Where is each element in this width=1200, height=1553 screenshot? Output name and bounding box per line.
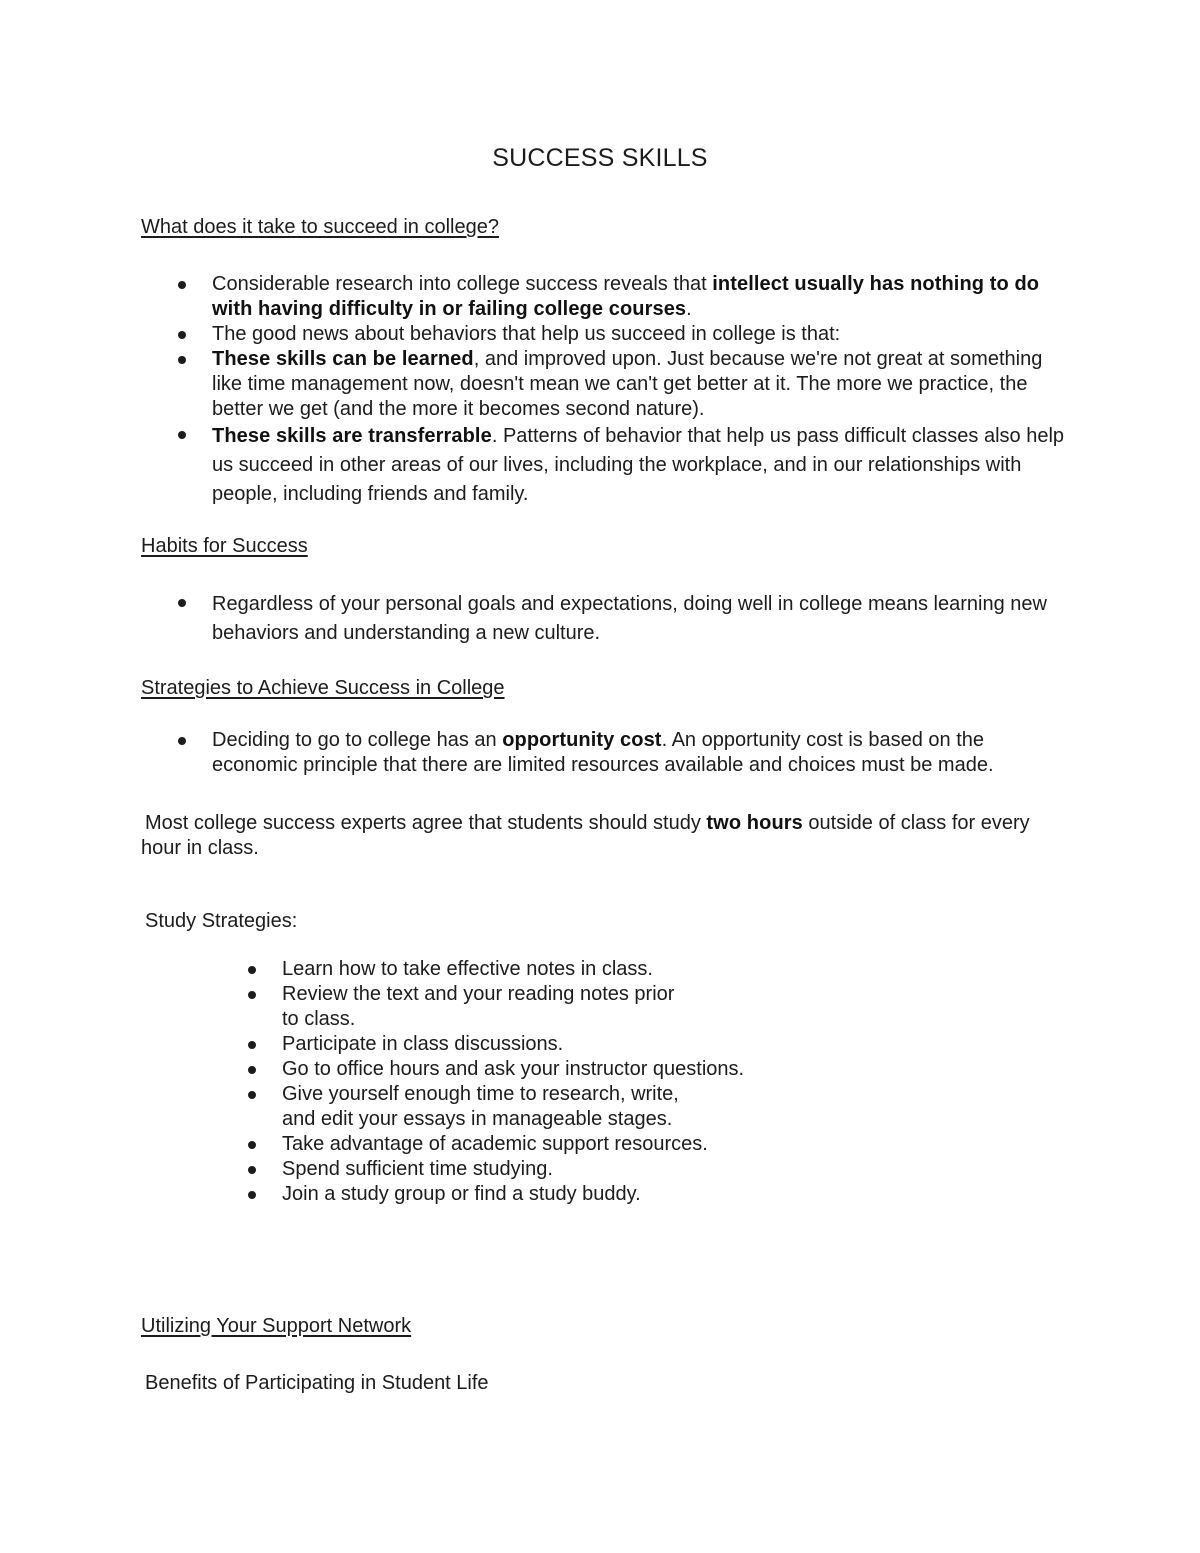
page-title: SUCCESS SKILLS [492, 144, 708, 172]
list-item [212, 422, 1072, 509]
list-item [282, 1132, 982, 1157]
list-item [212, 728, 1072, 778]
list-item [282, 1182, 982, 1207]
list-item-text: , and improved upon. Just because we're not great at something like time management now, doesn't mean we can't get better at it. The more we practice, the better we get (and the more it becomes second nature). [212, 348, 1043, 420]
list-item-text: The good news about behaviors that help us succeed in college is that: [212, 323, 841, 345]
list-item-bold-text: intellect usually has nothing to do with having difficulty in or failing college courses [212, 273, 1040, 320]
list-item-text: Give yourself enough time to research, write, [282, 1083, 679, 1105]
section-heading-support-network: Utilizing Your Support Network [141, 1315, 412, 1337]
list-item-text: Deciding to go to college has an [212, 729, 503, 751]
section-heading-habits: Habits for Success [141, 535, 308, 557]
list-item-text: to class. [282, 1008, 356, 1030]
list-item-text: . An opportunity cost is based on the economic principle that there are limited resources available and choices must be made. [212, 729, 994, 776]
list-item-text: . Patterns of behavior that help us pass difficult classes also help us succeed in other areas of our lives, including the workplace, and in our relationships with people, including friends and family. [212, 425, 1065, 505]
list-item-text: Review the text and your reading notes prior [282, 983, 675, 1005]
list-item-text: Regardless of your personal goals and expectations, doing well in college means learning new behaviors and understanding a new culture. [212, 593, 1047, 644]
list-item-text: Join a study group or find a study buddy. [282, 1183, 641, 1205]
section-heading-succeed: What does it take to succeed in college? [141, 216, 499, 238]
list-item [282, 1157, 982, 1182]
succeed-bullet-list [212, 272, 1072, 509]
paragraph-text: Most college success experts agree that students should study [145, 812, 707, 834]
list-item-bold-text: opportunity cost [502, 729, 662, 751]
list-item [282, 1057, 982, 1082]
list-item-text: Take advantage of academic support resources. [282, 1133, 708, 1155]
list-item [282, 1032, 982, 1057]
study-hours-paragraph [141, 811, 1061, 861]
paragraph-text: outside of class for every hour in class. [141, 812, 1030, 859]
list-item [212, 590, 1072, 648]
list-item-bold-text: These skills can be learned [212, 348, 474, 370]
list-item [212, 322, 1072, 347]
list-item [212, 272, 1072, 322]
list-item [212, 347, 1072, 422]
habits-bullet-list [212, 590, 1072, 648]
student-life-subheading: Benefits of Participating in Student Life [145, 1372, 489, 1394]
study-strategies-label: Study Strategies: [145, 910, 298, 932]
list-item-text: Participate in class discussions. [282, 1033, 564, 1055]
list-item [282, 982, 982, 1032]
strategies-bullet-list [212, 728, 1072, 778]
list-item [282, 1082, 982, 1132]
paragraph-bold-text: two hours [706, 812, 803, 834]
list-item [282, 957, 982, 982]
list-item-text: and edit your essays in manageable stages. [282, 1108, 673, 1130]
list-item-text: Spend sufficient time studying. [282, 1158, 553, 1180]
section-heading-strategies: Strategies to Achieve Success in College [141, 677, 505, 699]
list-item-text: Learn how to take effective notes in class. [282, 958, 653, 980]
list-item-text: Considerable research into college success reveals that [212, 273, 713, 295]
list-item-bold-text: These skills are transferrable [212, 425, 492, 447]
list-item-text: . [686, 298, 692, 320]
list-item-text: Go to office hours and ask your instructor questions. [282, 1058, 745, 1080]
study-strategies-list [282, 957, 982, 1207]
